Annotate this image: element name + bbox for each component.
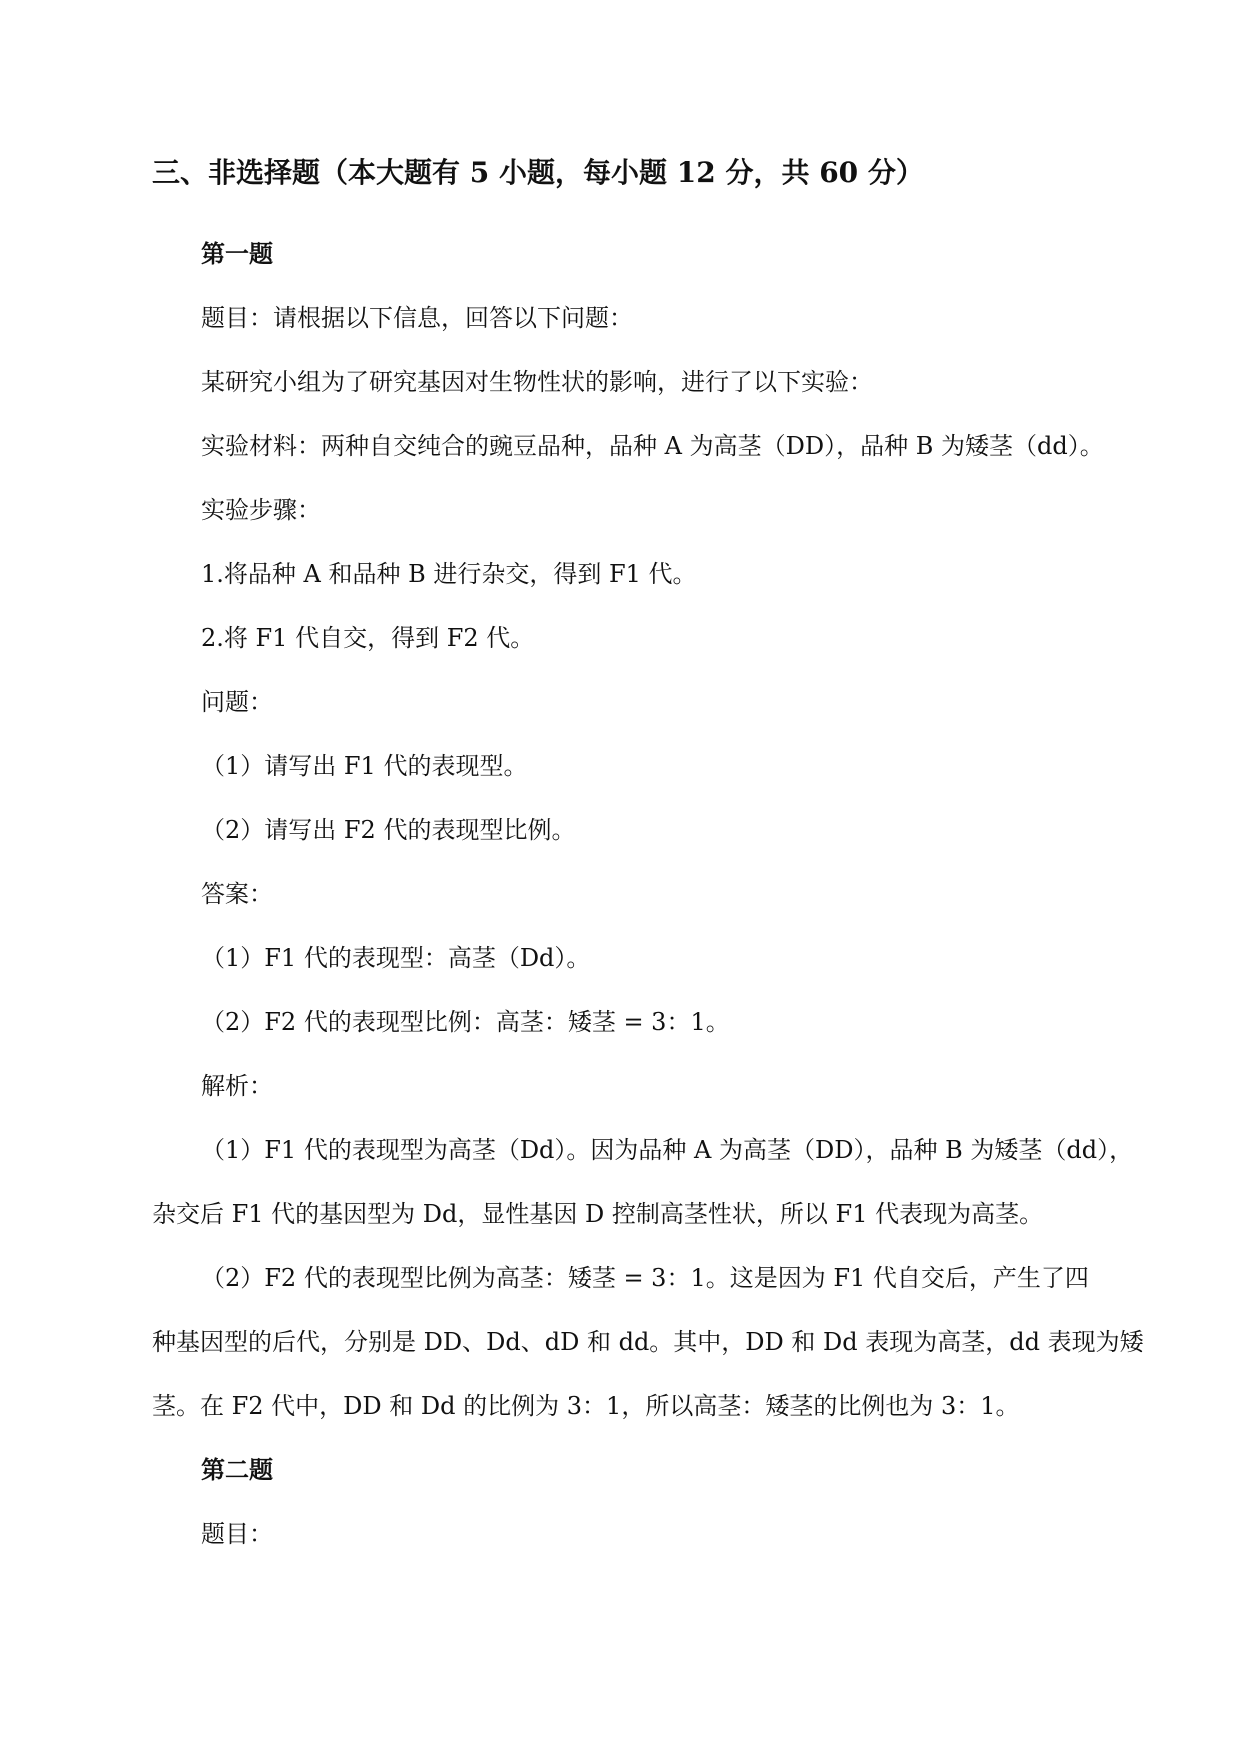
steps-label: 实验步骤： xyxy=(201,496,321,524)
analysis-1-line-2: 杂交后 F1 代的基因型为 Dd，显性基因 D 控制高茎性状，所以 F1 代表现为高茎。 xyxy=(152,1200,1044,1228)
question-1-materials: 实验材料：两种自交纯合的豌豆品种，品种 A 为高茎（DD），品种 B 为矮茎（dd）。 xyxy=(201,432,1104,460)
answer-item-2: （2）F2 代的表现型比例：高茎：矮茎 = 3：1。 xyxy=(201,1008,730,1036)
question-item-1: （1）请写出 F1 代的表现型。 xyxy=(201,752,528,780)
analysis-2-line-1: （2）F2 代的表现型比例为高茎：矮茎 = 3：1。这是因为 F1 代自交后，产生了四 xyxy=(201,1264,1089,1292)
question-item-2: （2）请写出 F2 代的表现型比例。 xyxy=(201,816,576,844)
question-2-title: 第二题 xyxy=(201,1455,273,1484)
section-heading: 三、非选择题（本大题有 5 小题，每小题 12 分，共 60 分） xyxy=(152,156,924,189)
answer-label: 答案： xyxy=(201,880,273,908)
step-1: 1.将品种 A 和品种 B 进行杂交，得到 F1 代。 xyxy=(201,560,697,588)
analysis-2-line-3: 茎。在 F2 代中，DD 和 Dd 的比例为 3：1，所以高茎：矮茎的比例也为 3：1。 xyxy=(152,1392,1020,1420)
step-2: 2.将 F1 代自交，得到 F2 代。 xyxy=(201,624,535,652)
answer-item-1: （1）F1 代的表现型：高茎（Dd）。 xyxy=(201,944,591,972)
analysis-label: 解析： xyxy=(201,1072,273,1100)
question-1-intro: 某研究小组为了研究基因对生物性状的影响，进行了以下实验： xyxy=(201,368,873,396)
question-1-prompt: 题目：请根据以下信息，回答以下问题： xyxy=(201,304,633,332)
question-2-prompt: 题目： xyxy=(201,1520,273,1548)
analysis-1-line-1: （1）F1 代的表现型为高茎（Dd）。因为品种 A 为高茎（DD），品种 B 为矮茎（dd）， xyxy=(201,1136,1134,1164)
question-1-title: 第一题 xyxy=(201,239,273,268)
analysis-2-line-2: 种基因型的后代，分别是 DD、Dd、dD 和 dd。其中，DD 和 Dd 表现为高茎，dd 表现为矮 xyxy=(152,1328,1144,1356)
questions-label: 问题： xyxy=(201,688,273,716)
